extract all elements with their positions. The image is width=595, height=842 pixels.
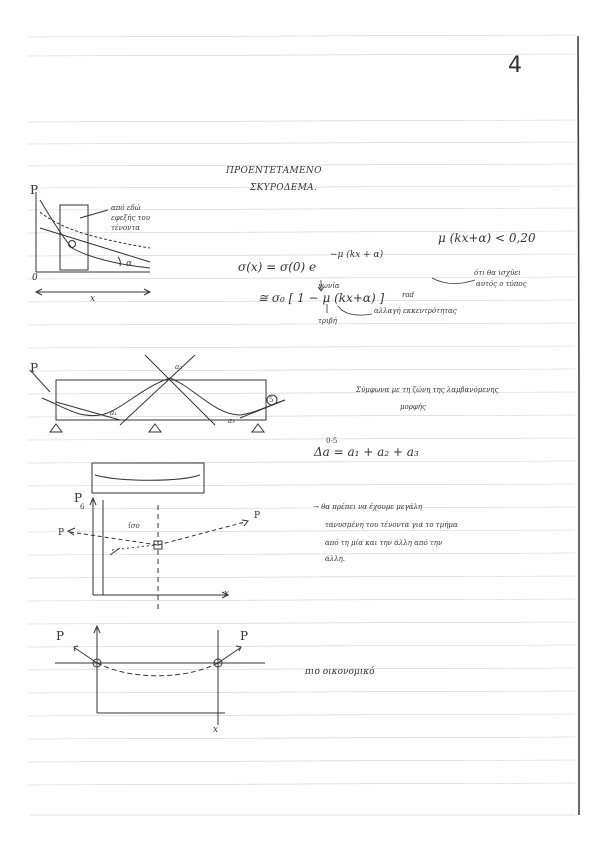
eq1-condition-note2: αυτός ο τύπος — [476, 280, 527, 288]
fig2-circle-label: 5 — [269, 396, 274, 404]
page-number: 4 — [508, 53, 522, 78]
eq1-condition: μ (kx+α) < 0,20 — [438, 231, 536, 245]
fig3-note-line1: → θα πρέπει να έχουμε μεγάλη — [313, 503, 423, 511]
fig4-p-right-label: P — [240, 629, 249, 643]
page-right-edge — [578, 36, 579, 815]
eq1-condition-note1: ότι θα ισχύει — [474, 269, 521, 277]
fig3-note-line4: άλλη. — [325, 555, 346, 563]
eq2-sup: 0-5 — [326, 437, 338, 445]
heading-line2: ΣΚΥΡΟΔΕΜΑ. — [250, 183, 318, 193]
fig2-a2-label: a₂ — [175, 363, 182, 371]
eq1-exponent: −μ (kx + α) — [330, 250, 384, 260]
fig1-note-line1: από εδώ — [111, 204, 141, 212]
fig3-note-line2: τανυσμένη του τένοντα για το τμήμα — [325, 521, 458, 529]
fig4-note: πιο οικονομικό — [305, 667, 375, 677]
two-anchor-diagram — [55, 626, 265, 725]
fig3-p-left-label: P — [58, 528, 65, 538]
fig3-note-small: ίσο — [128, 522, 140, 530]
fig1-x-label: x — [90, 294, 96, 304]
fig1-alpha-label: α — [126, 259, 133, 269]
fig4-p-left-label: P — [56, 629, 65, 643]
fig3-x-label: x — [224, 589, 230, 599]
eq2-text: Δa = a₁ + a₂ + a₃ — [314, 445, 419, 459]
fig3-note-line3: από τη μία και την άλλη από την — [325, 539, 443, 547]
fig4-x-label: x — [213, 725, 219, 735]
heading-line1: ΠΡΟΕΝΤΕΤΑΜΕΝΟ — [226, 166, 322, 176]
fig2-note-line2: μορφής — [400, 403, 426, 411]
fig1-origin-label: 0 — [32, 273, 38, 283]
eq1-under-left2: τριβή — [318, 317, 337, 325]
fig1-p-label: P — [30, 183, 39, 197]
fig2-a3-label: a₃ — [228, 417, 235, 425]
fig3-sigma-label: 6 — [80, 503, 85, 511]
eq1-under-note: αλλαγή εκκεντρότητας — [374, 307, 457, 315]
eq1-main: σ(x) = σ(0) e — [238, 260, 317, 274]
fig3-p-right-label: P — [254, 511, 261, 521]
fig2-p-label: P — [30, 361, 39, 375]
eq1-approx: ≅ σ₀ [ 1 − μ (kx+α) ] — [258, 291, 385, 305]
fig3-p-top-label: P — [74, 491, 83, 505]
fig2-a1-label: a₁ — [110, 409, 117, 417]
small-beam — [92, 463, 204, 493]
fig1-note-line2: εφεξής του — [111, 214, 150, 222]
eq1-under-left1: γωνία — [318, 282, 340, 290]
eq1-rad-label: rad — [402, 291, 415, 299]
fig1-note-line3: τένοντα — [111, 224, 140, 232]
fig2-note-line1: Σύμφωνα με τη ζώνη της λαμβανόμενης — [356, 386, 499, 394]
